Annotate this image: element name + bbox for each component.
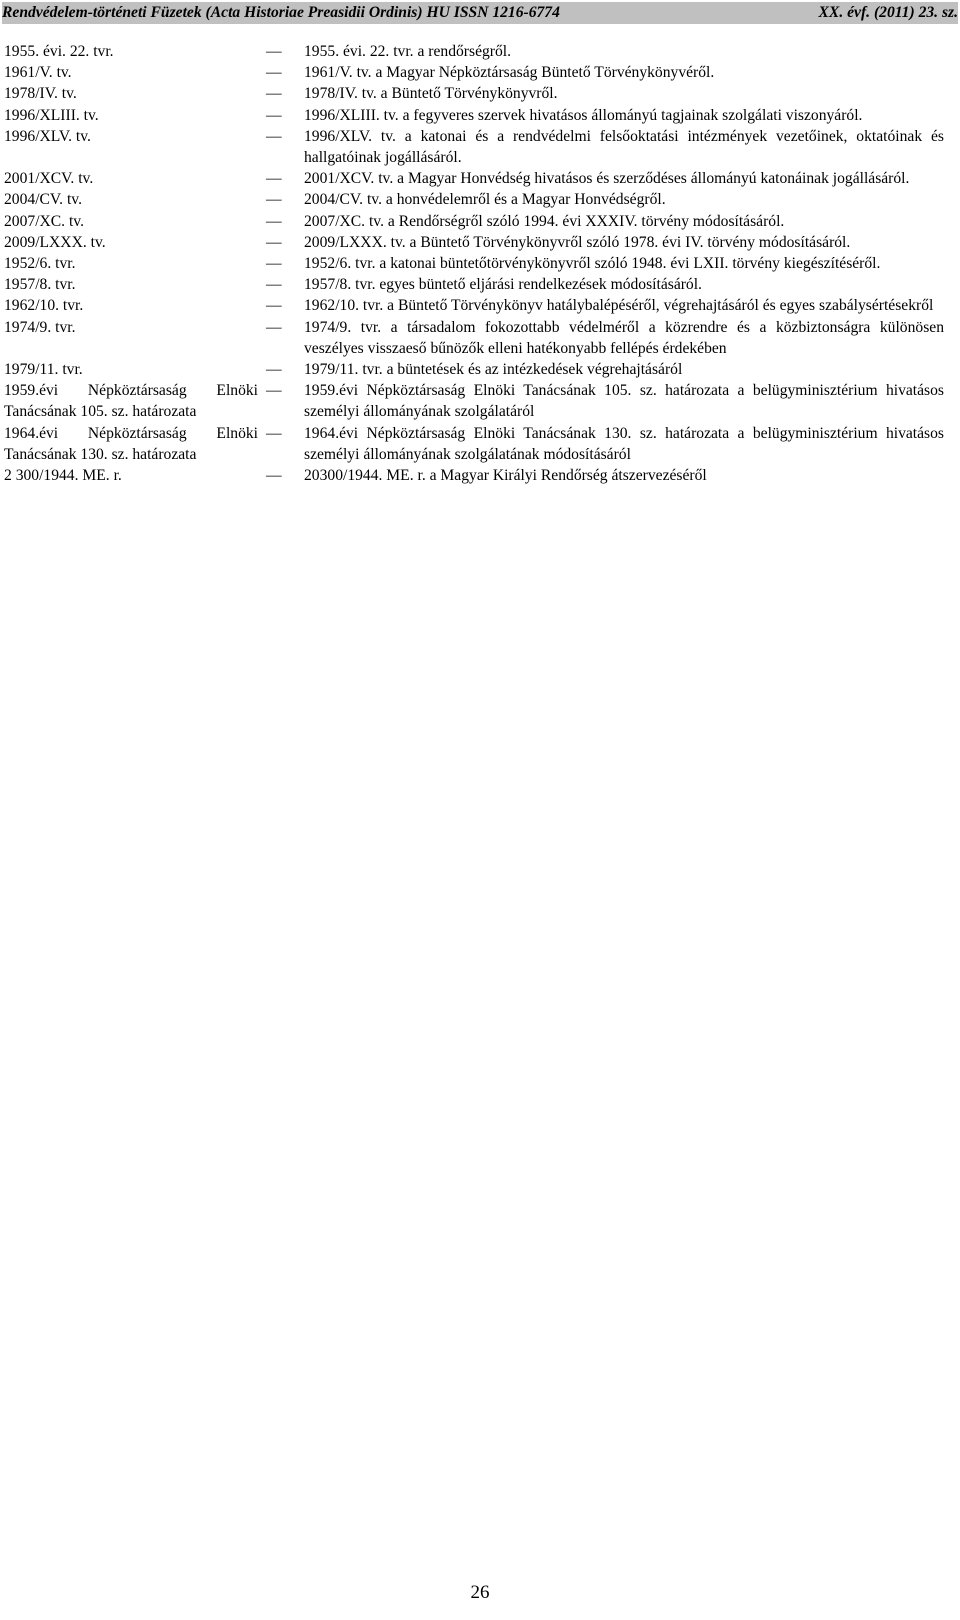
abbreviation: 1978/IV. tv. [4, 85, 77, 103]
abbreviation-list [4, 41, 952, 486]
page-number: 26 [470, 1582, 490, 1603]
full-title: 1962/10. tvr. a Büntető Törvénykönyv hatálybalépéséről, végrehajtásáról és egyes szabálysértésekről [304, 297, 934, 315]
separator-dash: — [266, 212, 282, 230]
full-title: 1996/XLIII. tv. a fegyveres szervek hivatásos állományú tagjainak szolgálati viszonyáról. [304, 106, 863, 124]
list-item [4, 380, 952, 422]
full-title: 1996/XLV. tv. a katonai és a rendvédelmi felsőoktatási intézmények vezetőinek, oktatóinak és hallgatóinak jogállásáról. [304, 127, 944, 167]
journal-issue: XX. évf. (2011) 23. sz. [818, 4, 958, 21]
separator-dash: — [266, 276, 282, 294]
list-item [4, 423, 952, 465]
separator-dash: — [266, 64, 282, 82]
abbreviation: 2004/CV. tv. [4, 191, 82, 209]
list-item [4, 168, 952, 189]
full-title: 1959.évi Népköztársaság Elnöki Tanácsának 105. sz. határozata a belügyminisztérium hivatásos személyi állományának szolgálatáról [304, 382, 944, 421]
separator-dash: — [266, 85, 282, 103]
separator-dash: — [266, 127, 282, 145]
full-title: 1974/9. tvr. a társadalom fokozottabb védelméről a közrendre és a közbiztonságra különösen veszélyes visszaeső bűnözők elleni hatékonyabb fellépés érdekében [304, 318, 944, 357]
abbreviation: 1959.évi Népköztársaság Elnöki Tanácsának 105. sz. határozata [4, 382, 258, 421]
list-item [4, 41, 952, 62]
list-item [4, 274, 952, 295]
full-title: 2007/XC. tv. a Rendőrségről szóló 1994. évi XXXIV. törvény módosításáról. [304, 212, 785, 230]
list-item [4, 126, 952, 168]
abbreviation: 1996/XLIII. tv. [4, 106, 99, 124]
abbreviation: 1961/V. tv. [4, 64, 72, 82]
separator-dash: — [266, 467, 282, 485]
list-item [4, 62, 952, 83]
separator-dash: — [266, 106, 282, 124]
list-item [4, 253, 952, 274]
separator-dash: — [266, 233, 282, 251]
abbreviation: 2 300/1944. ME. r. [4, 467, 122, 485]
abbreviation: 1996/XLV. tv. [4, 127, 91, 145]
full-title: 1964.évi Népköztársaság Elnöki Tanácsának 130. sz. határozata a belügyminisztérium hivatásos személyi állományának szolgálatának módosításáról [304, 424, 944, 463]
separator-dash: — [266, 318, 282, 336]
full-title: 1978/IV. tv. a Büntető Törvénykönyvről. [304, 85, 558, 103]
list-item [4, 232, 952, 253]
abbreviation: 1979/11. tvr. [4, 361, 83, 379]
journal-title: Rendvédelem-történeti Füzetek (Acta Historiae Preasidii Ordinis) HU ISSN 1216-6774 [2, 4, 560, 21]
running-header [2, 2, 958, 24]
abbreviation: 2001/XCV. tv. [4, 170, 94, 188]
list-item [4, 83, 952, 104]
abbreviation: 1955. évi. 22. tvr. [4, 43, 114, 60]
abbreviation: 2007/XC. tv. [4, 212, 84, 230]
separator-dash: — [266, 43, 282, 60]
list-item [4, 317, 952, 359]
separator-dash: — [266, 361, 282, 379]
full-title: 2009/LXXX. tv. a Büntető Törvénykönyvről szóló 1978. évi IV. törvény módosításáról. [304, 233, 851, 251]
separator-dash: — [266, 424, 282, 442]
abbreviation: 1957/8. tvr. [4, 276, 76, 294]
full-title: 20300/1944. ME. r. a Magyar Királyi Rendőrség átszervezéséről [304, 467, 707, 485]
abbreviation: 1974/9. tvr. [4, 318, 76, 336]
separator-dash: — [266, 255, 282, 273]
list-item [4, 359, 952, 380]
full-title: 1961/V. tv. a Magyar Népköztársaság Büntető Törvénykönyvéről. [304, 64, 715, 82]
full-title: 2004/CV. tv. a honvédelemről és a Magyar Honvédségről. [304, 191, 666, 209]
list-item [4, 295, 952, 316]
abbreviation: 1952/6. tvr. [4, 255, 76, 273]
separator-dash: — [266, 170, 282, 188]
full-title: 2001/XCV. tv. a Magyar Honvédség hivatásos és szerződéses állományú katonáinak jogállásáról. [304, 170, 910, 188]
separator-dash: — [266, 297, 282, 315]
full-title: 1979/11. tvr. a büntetések és az intézkedések végrehajtásáról [304, 361, 683, 379]
list-item [4, 189, 952, 210]
full-title: 1957/8. tvr. egyes büntető eljárási rendelkezések módosításáról. [304, 276, 702, 294]
full-title: 1952/6. tvr. a katonai büntetőtörvénykönyvről szóló 1948. évi LXII. törvény kiegészítéséről. [304, 255, 881, 273]
full-title: 1955. évi. 22. tvr. a rendőrségről. [304, 43, 512, 60]
abbreviation: 2009/LXXX. tv. [4, 233, 106, 251]
list-item [4, 211, 952, 232]
list-item [4, 105, 952, 126]
abbreviation: 1962/10. tvr. [4, 297, 84, 315]
list-item [4, 465, 952, 486]
abbreviation: 1964.évi Népköztársaság Elnöki Tanácsának 130. sz. határozata [4, 424, 258, 463]
separator-dash: — [266, 382, 282, 400]
separator-dash: — [266, 191, 282, 209]
